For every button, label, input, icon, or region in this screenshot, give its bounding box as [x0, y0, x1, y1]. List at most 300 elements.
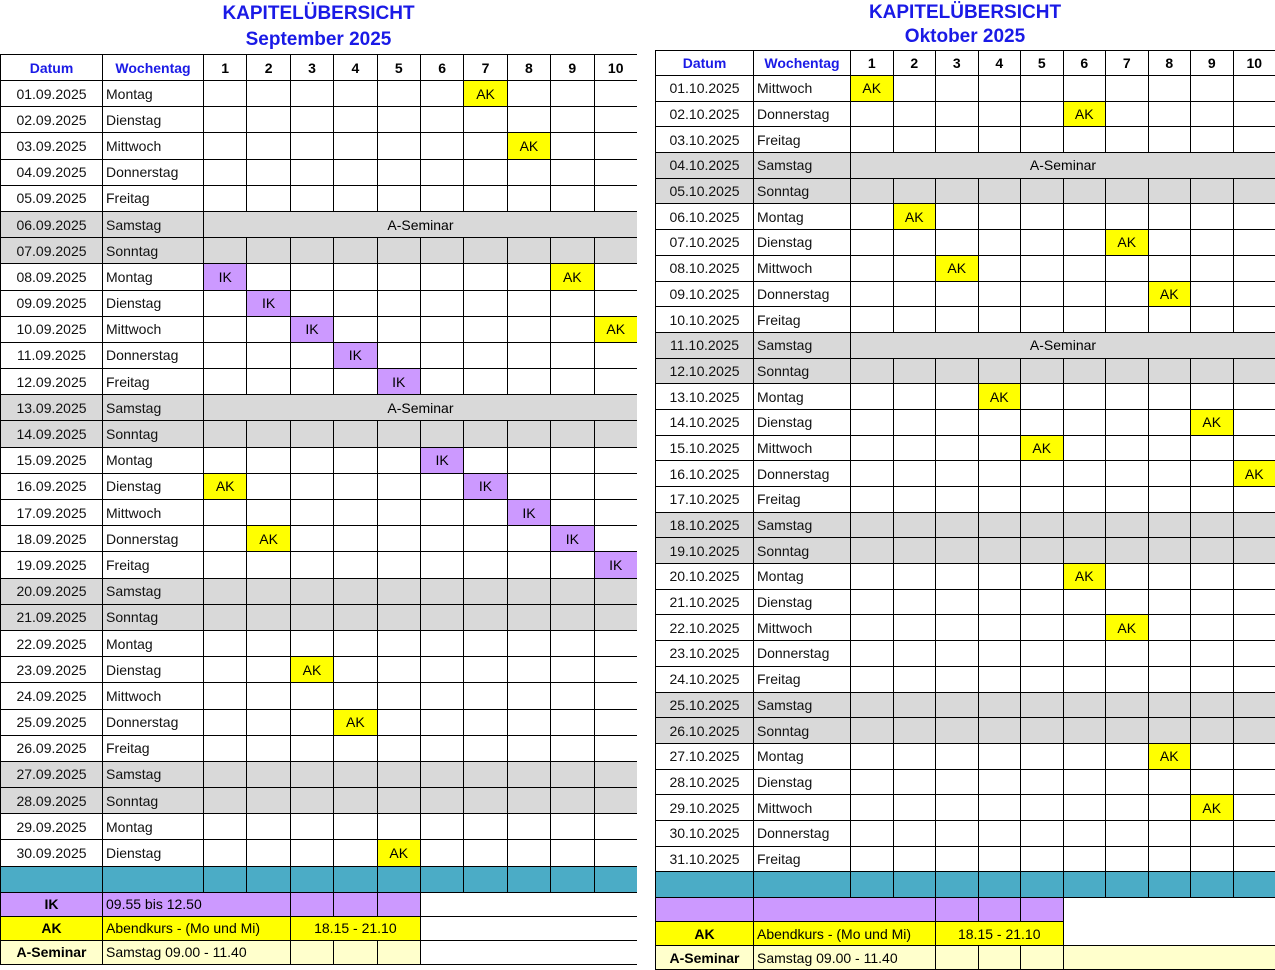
- empty-cell[interactable]: [1063, 127, 1106, 153]
- empty-cell[interactable]: [851, 564, 894, 590]
- chapter-col-header[interactable]: 8: [1148, 51, 1191, 76]
- empty-cell[interactable]: [377, 630, 420, 656]
- date-cell[interactable]: 22.10.2025: [656, 615, 754, 641]
- empty-cell[interactable]: [551, 788, 594, 814]
- empty-cell[interactable]: [978, 538, 1021, 564]
- empty-cell[interactable]: [204, 526, 247, 552]
- empty-cell[interactable]: [334, 788, 377, 814]
- empty-cell[interactable]: [334, 264, 377, 290]
- empty-cell[interactable]: [247, 735, 290, 761]
- empty-cell[interactable]: [1063, 307, 1106, 333]
- empty-cell[interactable]: [1106, 692, 1149, 718]
- empty-cell[interactable]: [247, 238, 290, 264]
- empty-cell[interactable]: [1063, 795, 1106, 821]
- weekday-header[interactable]: Wochentag: [754, 51, 851, 76]
- weekday-cell[interactable]: Dienstag: [754, 769, 851, 795]
- empty-cell[interactable]: [1063, 204, 1106, 230]
- empty-cell[interactable]: [464, 264, 507, 290]
- date-cell[interactable]: 11.09.2025: [1, 342, 103, 368]
- ak-cell[interactable]: AK: [247, 526, 290, 552]
- empty-cell[interactable]: [551, 683, 594, 709]
- empty-cell[interactable]: [204, 709, 247, 735]
- empty-cell[interactable]: [507, 238, 550, 264]
- empty-cell[interactable]: [377, 552, 420, 578]
- empty-cell[interactable]: [507, 735, 550, 761]
- date-cell[interactable]: 13.09.2025: [1, 395, 103, 421]
- empty-cell[interactable]: [290, 578, 333, 604]
- empty-cell[interactable]: [893, 564, 936, 590]
- teal-cell[interactable]: [377, 866, 420, 892]
- chapter-col-header[interactable]: 9: [551, 55, 594, 81]
- empty-cell[interactable]: [851, 846, 894, 872]
- empty-cell[interactable]: [1191, 178, 1234, 204]
- empty-cell[interactable]: [507, 840, 550, 866]
- empty-cell[interactable]: [1106, 512, 1149, 538]
- empty-cell[interactable]: [507, 159, 550, 185]
- weekday-cell[interactable]: Freitag: [103, 369, 204, 395]
- teal-cell[interactable]: [656, 872, 754, 898]
- empty-cell[interactable]: [936, 564, 979, 590]
- empty-cell[interactable]: [851, 641, 894, 667]
- empty-cell[interactable]: [507, 342, 550, 368]
- date-cell[interactable]: 05.10.2025: [656, 178, 754, 204]
- empty-cell[interactable]: [334, 526, 377, 552]
- empty-cell[interactable]: [893, 743, 936, 769]
- empty-cell[interactable]: [420, 526, 463, 552]
- empty-cell[interactable]: [851, 358, 894, 384]
- empty-cell[interactable]: [551, 630, 594, 656]
- legend-fill[interactable]: [290, 892, 333, 916]
- empty-cell[interactable]: [1191, 615, 1234, 641]
- empty-cell[interactable]: [464, 133, 507, 159]
- weekday-cell[interactable]: Dienstag: [754, 589, 851, 615]
- legend-time[interactable]: 18.15 - 21.10: [290, 916, 420, 940]
- legend-key[interactable]: AK: [656, 922, 754, 946]
- teal-cell[interactable]: [103, 866, 204, 892]
- ak-cell[interactable]: AK: [1233, 461, 1275, 487]
- empty-cell[interactable]: [1063, 512, 1106, 538]
- empty-cell[interactable]: [464, 185, 507, 211]
- empty-cell[interactable]: [334, 657, 377, 683]
- teal-cell[interactable]: [334, 866, 377, 892]
- empty-cell[interactable]: [420, 342, 463, 368]
- empty-cell[interactable]: [507, 657, 550, 683]
- ak-cell[interactable]: AK: [334, 709, 377, 735]
- empty-cell[interactable]: [936, 846, 979, 872]
- empty-cell[interactable]: [851, 512, 894, 538]
- empty-cell[interactable]: [893, 589, 936, 615]
- empty-cell[interactable]: [464, 709, 507, 735]
- weekday-cell[interactable]: Samstag: [754, 332, 851, 358]
- teal-cell[interactable]: [247, 866, 290, 892]
- empty-cell[interactable]: [464, 552, 507, 578]
- weekday-cell[interactable]: Dienstag: [103, 657, 204, 683]
- empty-cell[interactable]: [1191, 564, 1234, 590]
- empty-cell[interactable]: [1191, 281, 1234, 307]
- date-cell[interactable]: 27.10.2025: [656, 743, 754, 769]
- empty-cell[interactable]: [1191, 358, 1234, 384]
- empty-cell[interactable]: [290, 630, 333, 656]
- empty-cell[interactable]: [1063, 666, 1106, 692]
- date-cell[interactable]: 09.10.2025: [656, 281, 754, 307]
- empty-cell[interactable]: [464, 735, 507, 761]
- empty-cell[interactable]: [1106, 743, 1149, 769]
- empty-cell[interactable]: [290, 159, 333, 185]
- empty-cell[interactable]: [551, 735, 594, 761]
- ak-cell[interactable]: AK: [1148, 281, 1191, 307]
- legend-fill[interactable]: [656, 898, 754, 922]
- empty-cell[interactable]: [1063, 538, 1106, 564]
- chapter-col-header[interactable]: 10: [594, 55, 637, 81]
- empty-cell[interactable]: [893, 281, 936, 307]
- empty-cell[interactable]: [247, 840, 290, 866]
- empty-cell[interactable]: [1063, 384, 1106, 410]
- empty-cell[interactable]: [247, 630, 290, 656]
- weekday-cell[interactable]: Montag: [103, 630, 204, 656]
- empty-cell[interactable]: [1233, 666, 1275, 692]
- date-cell[interactable]: 23.09.2025: [1, 657, 103, 683]
- empty-cell[interactable]: [1233, 409, 1275, 435]
- empty-cell[interactable]: [893, 409, 936, 435]
- date-header[interactable]: Datum: [1, 55, 103, 81]
- empty-cell[interactable]: [1106, 487, 1149, 513]
- empty-cell[interactable]: [1148, 589, 1191, 615]
- empty-cell[interactable]: [204, 578, 247, 604]
- empty-cell[interactable]: [978, 435, 1021, 461]
- teal-cell[interactable]: [290, 866, 333, 892]
- empty-cell[interactable]: [507, 552, 550, 578]
- empty-cell[interactable]: [420, 369, 463, 395]
- empty-cell[interactable]: [978, 846, 1021, 872]
- empty-cell[interactable]: [1063, 255, 1106, 281]
- empty-cell[interactable]: [936, 692, 979, 718]
- empty-cell[interactable]: [1148, 512, 1191, 538]
- empty-cell[interactable]: [1063, 615, 1106, 641]
- empty-cell[interactable]: [978, 718, 1021, 744]
- chapter-col-header[interactable]: 5: [1021, 51, 1064, 76]
- ik-cell[interactable]: IK: [204, 264, 247, 290]
- empty-cell[interactable]: [1021, 538, 1064, 564]
- date-cell[interactable]: 29.09.2025: [1, 814, 103, 840]
- empty-cell[interactable]: [420, 552, 463, 578]
- empty-cell[interactable]: [978, 409, 1021, 435]
- legend-text[interactable]: 09.55 bis 12.50: [103, 892, 291, 916]
- empty-cell[interactable]: [204, 683, 247, 709]
- empty-cell[interactable]: [204, 421, 247, 447]
- empty-cell[interactable]: [334, 578, 377, 604]
- empty-cell[interactable]: [1148, 178, 1191, 204]
- empty-cell[interactable]: [1021, 846, 1064, 872]
- ik-cell[interactable]: IK: [464, 473, 507, 499]
- weekday-cell[interactable]: Donnerstag: [103, 342, 204, 368]
- empty-cell[interactable]: [1233, 820, 1275, 846]
- empty-cell[interactable]: [936, 101, 979, 127]
- empty-cell[interactable]: [204, 133, 247, 159]
- empty-cell[interactable]: [1021, 743, 1064, 769]
- ak-cell[interactable]: AK: [978, 384, 1021, 410]
- empty-cell[interactable]: [1063, 692, 1106, 718]
- ak-cell[interactable]: AK: [507, 133, 550, 159]
- empty-cell[interactable]: [464, 421, 507, 447]
- empty-cell[interactable]: [420, 185, 463, 211]
- empty-cell[interactable]: [1191, 255, 1234, 281]
- weekday-cell[interactable]: Montag: [754, 384, 851, 410]
- empty-cell[interactable]: [1021, 589, 1064, 615]
- empty-cell[interactable]: [420, 840, 463, 866]
- legend-fill[interactable]: [978, 946, 1021, 970]
- empty-cell[interactable]: [978, 281, 1021, 307]
- empty-cell[interactable]: [290, 238, 333, 264]
- empty-cell[interactable]: [290, 369, 333, 395]
- empty-cell[interactable]: [1191, 820, 1234, 846]
- empty-cell[interactable]: [377, 133, 420, 159]
- weekday-cell[interactable]: Samstag: [103, 211, 204, 237]
- empty-cell[interactable]: [1106, 538, 1149, 564]
- teal-cell[interactable]: [936, 872, 979, 898]
- empty-cell[interactable]: [851, 281, 894, 307]
- date-cell[interactable]: 26.09.2025: [1, 735, 103, 761]
- ak-cell[interactable]: AK: [1021, 435, 1064, 461]
- empty-cell[interactable]: [1106, 281, 1149, 307]
- legend-fill[interactable]: [978, 898, 1021, 922]
- empty-cell[interactable]: [1063, 409, 1106, 435]
- empty-cell[interactable]: [1148, 795, 1191, 821]
- empty-cell[interactable]: [936, 178, 979, 204]
- weekday-cell[interactable]: Sonntag: [103, 238, 204, 264]
- empty-cell[interactable]: [893, 512, 936, 538]
- empty-cell[interactable]: [594, 133, 637, 159]
- empty-cell[interactable]: [851, 743, 894, 769]
- date-cell[interactable]: 20.09.2025: [1, 578, 103, 604]
- empty-cell[interactable]: [507, 81, 550, 107]
- ak-cell[interactable]: AK: [1191, 409, 1234, 435]
- empty-cell[interactable]: [1148, 487, 1191, 513]
- empty-cell[interactable]: [247, 788, 290, 814]
- empty-cell[interactable]: [247, 604, 290, 630]
- empty-cell[interactable]: [1233, 641, 1275, 667]
- empty-cell[interactable]: [420, 788, 463, 814]
- empty-cell[interactable]: [936, 230, 979, 256]
- date-cell[interactable]: 19.10.2025: [656, 538, 754, 564]
- teal-cell[interactable]: [551, 866, 594, 892]
- empty-cell[interactable]: [594, 290, 637, 316]
- empty-cell[interactable]: [1021, 461, 1064, 487]
- empty-cell[interactable]: [1191, 692, 1234, 718]
- empty-cell[interactable]: [1021, 358, 1064, 384]
- empty-cell[interactable]: [1148, 769, 1191, 795]
- empty-cell[interactable]: [551, 107, 594, 133]
- empty-cell[interactable]: [247, 552, 290, 578]
- empty-cell[interactable]: [978, 230, 1021, 256]
- empty-cell[interactable]: [464, 788, 507, 814]
- date-cell[interactable]: 24.09.2025: [1, 683, 103, 709]
- weekday-cell[interactable]: Donnerstag: [103, 526, 204, 552]
- weekday-cell[interactable]: Montag: [754, 743, 851, 769]
- empty-cell[interactable]: [851, 589, 894, 615]
- weekday-cell[interactable]: Donnerstag: [103, 159, 204, 185]
- weekday-cell[interactable]: Sonntag: [103, 788, 204, 814]
- weekday-cell[interactable]: Freitag: [103, 735, 204, 761]
- empty-cell[interactable]: [978, 564, 1021, 590]
- empty-cell[interactable]: [1233, 435, 1275, 461]
- ak-cell[interactable]: AK: [1148, 743, 1191, 769]
- empty-cell[interactable]: [1021, 564, 1064, 590]
- empty-cell[interactable]: [204, 369, 247, 395]
- empty-cell[interactable]: [1106, 307, 1149, 333]
- legend-key[interactable]: AK: [1, 916, 103, 940]
- empty-cell[interactable]: [1106, 846, 1149, 872]
- date-cell[interactable]: 28.09.2025: [1, 788, 103, 814]
- empty-cell[interactable]: [334, 185, 377, 211]
- empty-cell[interactable]: [507, 369, 550, 395]
- empty-cell[interactable]: [247, 159, 290, 185]
- empty-cell[interactable]: [551, 657, 594, 683]
- weekday-cell[interactable]: Mittwoch: [754, 76, 851, 102]
- empty-cell[interactable]: [377, 264, 420, 290]
- weekday-cell[interactable]: Freitag: [754, 487, 851, 513]
- empty-cell[interactable]: [1063, 718, 1106, 744]
- empty-cell[interactable]: [507, 447, 550, 473]
- empty-cell[interactable]: [377, 421, 420, 447]
- weekday-cell[interactable]: Freitag: [754, 307, 851, 333]
- empty-cell[interactable]: [1148, 641, 1191, 667]
- date-cell[interactable]: 08.10.2025: [656, 255, 754, 281]
- chapter-col-header[interactable]: 1: [204, 55, 247, 81]
- legend-fill[interactable]: [1021, 898, 1064, 922]
- empty-cell[interactable]: [377, 683, 420, 709]
- empty-cell[interactable]: [851, 487, 894, 513]
- empty-cell[interactable]: [290, 709, 333, 735]
- empty-cell[interactable]: [247, 709, 290, 735]
- date-cell[interactable]: 30.09.2025: [1, 840, 103, 866]
- empty-cell[interactable]: [1233, 487, 1275, 513]
- empty-cell[interactable]: [594, 788, 637, 814]
- empty-cell[interactable]: [851, 384, 894, 410]
- empty-cell[interactable]: [290, 342, 333, 368]
- empty-cell[interactable]: [594, 578, 637, 604]
- weekday-cell[interactable]: Freitag: [103, 552, 204, 578]
- empty-cell[interactable]: [551, 81, 594, 107]
- ik-cell[interactable]: IK: [551, 526, 594, 552]
- weekday-cell[interactable]: Mittwoch: [754, 255, 851, 281]
- date-cell[interactable]: 10.09.2025: [1, 316, 103, 342]
- empty-cell[interactable]: [1021, 101, 1064, 127]
- empty-cell[interactable]: [507, 578, 550, 604]
- empty-cell[interactable]: [1233, 718, 1275, 744]
- empty-cell[interactable]: [1233, 307, 1275, 333]
- legend-fill[interactable]: [754, 898, 936, 922]
- weekday-cell[interactable]: Samstag: [754, 153, 851, 179]
- empty-cell[interactable]: [204, 238, 247, 264]
- empty-cell[interactable]: [1148, 564, 1191, 590]
- chapter-col-header[interactable]: 10: [1233, 51, 1275, 76]
- date-cell[interactable]: 03.10.2025: [656, 127, 754, 153]
- empty-cell[interactable]: [1063, 820, 1106, 846]
- empty-cell[interactable]: [420, 264, 463, 290]
- empty-cell[interactable]: [290, 133, 333, 159]
- empty-cell[interactable]: [1233, 384, 1275, 410]
- weekday-cell[interactable]: Mittwoch: [103, 316, 204, 342]
- empty-cell[interactable]: [936, 307, 979, 333]
- empty-cell[interactable]: [1021, 384, 1064, 410]
- empty-cell[interactable]: [420, 709, 463, 735]
- empty-cell[interactable]: [851, 461, 894, 487]
- ak-cell[interactable]: AK: [1106, 615, 1149, 641]
- date-cell[interactable]: 15.10.2025: [656, 435, 754, 461]
- empty-cell[interactable]: [1191, 435, 1234, 461]
- empty-cell[interactable]: [594, 840, 637, 866]
- empty-cell[interactable]: [464, 761, 507, 787]
- empty-cell[interactable]: [851, 255, 894, 281]
- empty-cell[interactable]: [420, 814, 463, 840]
- weekday-cell[interactable]: Donnerstag: [754, 641, 851, 667]
- empty-cell[interactable]: [551, 761, 594, 787]
- chapter-col-header[interactable]: 7: [464, 55, 507, 81]
- empty-cell[interactable]: [1063, 281, 1106, 307]
- legend-fill[interactable]: [334, 940, 377, 964]
- weekday-cell[interactable]: Montag: [103, 264, 204, 290]
- ak-cell[interactable]: AK: [936, 255, 979, 281]
- empty-cell[interactable]: [1148, 101, 1191, 127]
- empty-cell[interactable]: [851, 230, 894, 256]
- empty-cell[interactable]: [507, 709, 550, 735]
- empty-cell[interactable]: [594, 342, 637, 368]
- empty-cell[interactable]: [551, 840, 594, 866]
- ak-cell[interactable]: AK: [893, 204, 936, 230]
- weekday-cell[interactable]: Sonntag: [103, 604, 204, 630]
- empty-cell[interactable]: [1106, 820, 1149, 846]
- empty-cell[interactable]: [334, 761, 377, 787]
- empty-cell[interactable]: [247, 81, 290, 107]
- empty-cell[interactable]: [936, 76, 979, 102]
- date-cell[interactable]: 10.10.2025: [656, 307, 754, 333]
- ak-cell[interactable]: AK: [377, 840, 420, 866]
- empty-cell[interactable]: [290, 421, 333, 447]
- empty-cell[interactable]: [507, 290, 550, 316]
- weekday-cell[interactable]: Sonntag: [103, 421, 204, 447]
- date-cell[interactable]: 11.10.2025: [656, 332, 754, 358]
- ik-cell[interactable]: IK: [420, 447, 463, 473]
- empty-cell[interactable]: [551, 238, 594, 264]
- date-cell[interactable]: 25.09.2025: [1, 709, 103, 735]
- teal-cell[interactable]: [1063, 872, 1106, 898]
- chapter-col-header[interactable]: 9: [1191, 51, 1234, 76]
- empty-cell[interactable]: [420, 316, 463, 342]
- weekday-cell[interactable]: Montag: [103, 81, 204, 107]
- empty-cell[interactable]: [290, 552, 333, 578]
- empty-cell[interactable]: [247, 316, 290, 342]
- empty-cell[interactable]: [1021, 409, 1064, 435]
- empty-cell[interactable]: [936, 409, 979, 435]
- empty-cell[interactable]: [1233, 127, 1275, 153]
- date-cell[interactable]: 16.09.2025: [1, 473, 103, 499]
- seminar-cell[interactable]: A-Seminar: [851, 153, 1275, 179]
- empty-cell[interactable]: [594, 709, 637, 735]
- empty-cell[interactable]: [204, 159, 247, 185]
- empty-cell[interactable]: [594, 500, 637, 526]
- empty-cell[interactable]: [1233, 178, 1275, 204]
- empty-cell[interactable]: [290, 185, 333, 211]
- empty-cell[interactable]: [464, 840, 507, 866]
- date-cell[interactable]: 07.09.2025: [1, 238, 103, 264]
- empty-cell[interactable]: [1106, 255, 1149, 281]
- empty-cell[interactable]: [893, 461, 936, 487]
- empty-cell[interactable]: [1106, 795, 1149, 821]
- empty-cell[interactable]: [420, 133, 463, 159]
- empty-cell[interactable]: [1191, 101, 1234, 127]
- empty-cell[interactable]: [420, 421, 463, 447]
- ik-cell[interactable]: IK: [377, 369, 420, 395]
